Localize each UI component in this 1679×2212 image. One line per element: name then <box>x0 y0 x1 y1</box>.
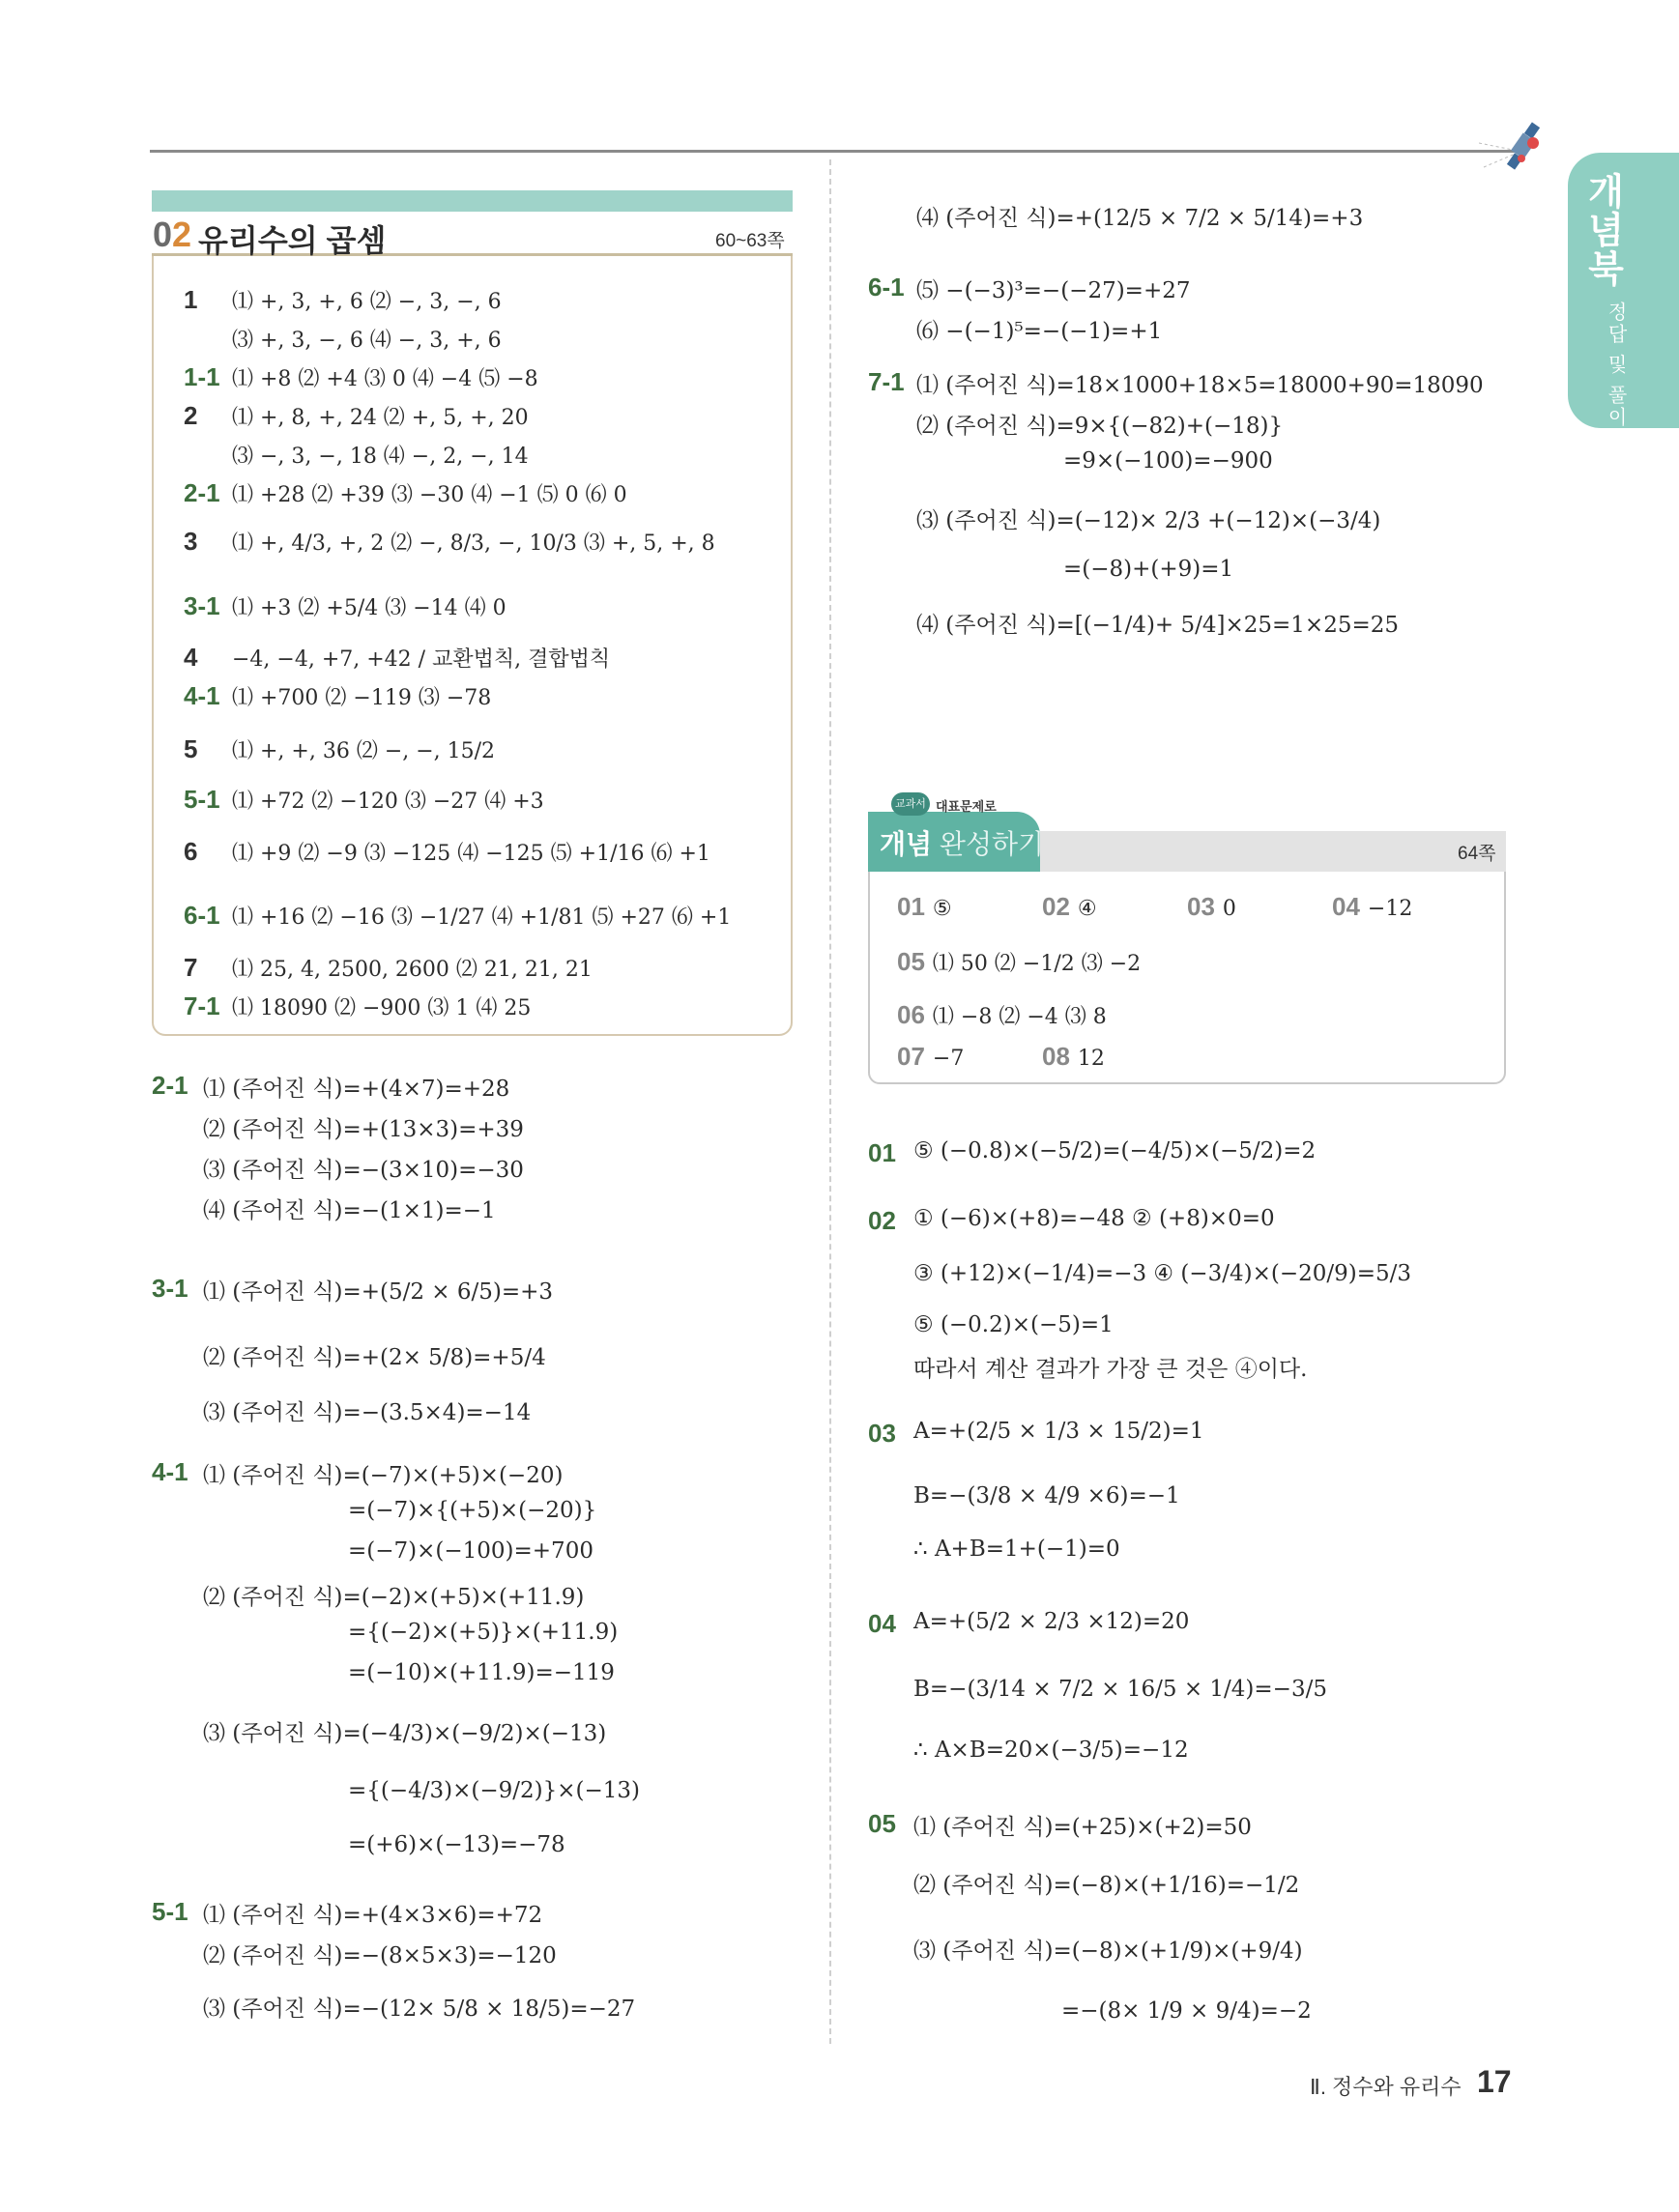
answer-text: ⑴ 25, 4, 2500, 2600 ⑵ 21, 21, 21 <box>232 958 593 982</box>
solution-line: =(−7)×(−100)=+700 <box>348 1538 593 1564</box>
concept-answer-number: 06 <box>897 1000 925 1029</box>
solution-line: 따라서 계산 결과가 가장 큰 것은 ④이다. <box>913 1357 1308 1382</box>
solution-line: =(−10)×(+11.9)=−119 <box>348 1660 615 1685</box>
answer-text: ⑴ +28 ⑵ +39 ⑶ −30 ⑷ −1 ⑸ 0 ⑹ 0 <box>232 483 627 507</box>
solution-line: ⑵ (주어진 식)=(−8)×(+1/16)=−1/2 <box>913 1873 1300 1898</box>
concept-answer-number: 05 <box>897 947 925 976</box>
concept-title: 개념 완성하기 <box>880 829 1045 859</box>
solution-line: ⑵ (주어진 식)=9×{(−82)+(−18)} <box>916 414 1284 439</box>
solution-line: ={(−2)×(+5)}×(+11.9) <box>348 1620 619 1645</box>
solution-line: ⑴ (주어진 식)=18×1000+18×5=18000+90=18090 <box>916 373 1484 398</box>
answer-number: 5-1 <box>184 785 220 814</box>
solution-line: ∴ A+B=1+(−1)=0 <box>913 1537 1120 1562</box>
concept-answer-number: 03 <box>1187 892 1215 921</box>
solution-line: ⑹ −(−1)⁵=−(−1)=+1 <box>916 319 1163 344</box>
section-number: 02 <box>153 215 192 254</box>
header-rule <box>150 150 1522 153</box>
concept-answer <box>897 1042 964 1072</box>
concept-answer <box>897 947 1141 977</box>
solution-line: ⑶ (주어진 식)=−(12× 5/8 × 18/5)=−27 <box>203 1997 636 2022</box>
concept-answer <box>1332 892 1412 922</box>
answer-text: ⑴ +, 3, +, 6 ⑵ −, 3, −, 6 <box>232 290 502 314</box>
solution-line: A=+(5/2 × 2/3 ×12)=20 <box>913 1609 1190 1634</box>
answer-text: ⑶ −, 3, −, 18 ⑷ −, 2, −, 14 <box>232 445 529 469</box>
solution-line: ⑵ (주어진 식)=+(2× 5/8)=+5/4 <box>203 1345 546 1370</box>
solution-number: 04 <box>868 1609 896 1638</box>
solution-number: 01 <box>868 1138 896 1167</box>
solution-number: 5-1 <box>152 1897 188 1926</box>
satellite-icon <box>1479 114 1556 182</box>
solution-line: ⑶ (주어진 식)=−(3×10)=−30 <box>203 1158 524 1183</box>
concept-answer-text: −12 <box>1367 897 1413 921</box>
concept-answer <box>1042 892 1097 922</box>
concept-answer-text: −7 <box>932 1047 965 1071</box>
solution-line: ⑸ −(−3)³=−(−27)=+27 <box>916 278 1191 303</box>
answer-number: 6-1 <box>184 901 220 930</box>
answer-text: ⑴ +, 8, +, 24 ⑵ +, 5, +, 20 <box>232 406 529 430</box>
concept-answer-text: ⑴ 50 ⑵ −1/2 ⑶ −2 <box>932 952 1142 976</box>
answer-row <box>184 440 529 470</box>
answer-text: ⑴ +9 ⑵ −9 ⑶ −125 ⑷ −125 ⑸ +1/16 ⑹ +1 <box>232 842 710 866</box>
solution-line: ⑤ (−0.8)×(−5/2)=(−4/5)×(−5/2)=2 <box>913 1138 1317 1163</box>
solution-line: ⑵ (주어진 식)=+(13×3)=+39 <box>203 1117 524 1142</box>
answer-row <box>184 591 507 621</box>
solution-line: ⑶ (주어진 식)=(−4/3)×(−9/2)×(−13) <box>203 1721 607 1746</box>
solution-number: 05 <box>868 1809 896 1838</box>
solution-number: 02 <box>868 1206 896 1235</box>
solution-number: 4-1 <box>152 1457 188 1486</box>
answer-text: ⑴ +8 ⑵ +4 ⑶ 0 ⑷ −4 ⑸ −8 <box>232 367 538 391</box>
answer-row <box>184 991 531 1021</box>
solution-line: ={(−4/3)×(−9/2)}×(−13) <box>348 1778 641 1803</box>
solution-line: ⑤ (−0.2)×(−5)=1 <box>913 1312 1114 1337</box>
answer-number: 1-1 <box>184 362 220 391</box>
solution-line: =(−7)×{(+5)×(−20)} <box>348 1498 597 1523</box>
answer-row <box>184 785 544 815</box>
concept-pages: 64쪽 <box>1458 844 1496 864</box>
solution-number: 6-1 <box>868 273 905 302</box>
concept-answer <box>897 1000 1107 1030</box>
solution-number: 7-1 <box>868 367 905 396</box>
concept-answer-number: 01 <box>897 892 925 921</box>
solution-line: =(−8)+(+9)=1 <box>1063 557 1234 582</box>
answer-number: 4 <box>184 643 198 672</box>
answer-row <box>184 643 610 673</box>
footer-chapter: Ⅱ. 정수와 유리수 <box>1310 2075 1462 2099</box>
concept-badge: 교과서 <box>891 792 930 816</box>
answer-box-band <box>152 190 793 212</box>
solution-line: ⑷ (주어진 식)=+(12/5 × 7/2 × 5/14)=+3 <box>916 206 1364 231</box>
solution-line: ⑶ (주어진 식)=−(3.5×4)=−14 <box>203 1400 532 1425</box>
column-divider <box>829 159 831 2044</box>
answer-number: 1 <box>184 285 198 314</box>
solution-line: ⑷ (주어진 식)=[(−1/4)+ 5/4]×25=1×25=25 <box>916 613 1400 638</box>
section-pages: 60~63쪽 <box>715 231 785 251</box>
concept-answer-number: 07 <box>897 1042 925 1071</box>
side-tab-subtitle: 정답 및 풀이 <box>1605 302 1626 430</box>
answer-row <box>184 478 627 508</box>
solution-line: ⑵ (주어진 식)=(−2)×(+5)×(+11.9) <box>203 1585 585 1610</box>
concept-answer <box>897 892 952 922</box>
answer-row <box>184 837 710 867</box>
answer-text: ⑴ +, 4/3, +, 2 ⑵ −, 8/3, −, 10/3 ⑶ +, 5, +, 8 <box>232 531 715 556</box>
answer-number: 6 <box>184 837 198 866</box>
concept-answer-number: 02 <box>1042 892 1070 921</box>
solution-line: =(+6)×(−13)=−78 <box>348 1832 565 1857</box>
page-number: 17 <box>1477 2064 1512 2099</box>
solution-line: ⑶ (주어진 식)=(−8)×(+1/9)×(+9/4) <box>913 1939 1303 1964</box>
answer-row <box>184 324 502 354</box>
solution-number: 3-1 <box>152 1274 188 1303</box>
answer-row <box>184 285 502 315</box>
concept-answer-number: 04 <box>1332 892 1360 921</box>
concept-answer <box>1187 892 1236 922</box>
answer-text: ⑴ 18090 ⑵ −900 ⑶ 1 ⑷ 25 <box>232 996 532 1020</box>
concept-answer-number: 08 <box>1042 1042 1070 1071</box>
solution-number: 2-1 <box>152 1071 188 1100</box>
solution-line: ⑴ (주어진 식)=+(5/2 × 6/5)=+3 <box>203 1279 554 1305</box>
solution-line: =−(8× 1/9 × 9/4)=−2 <box>1061 1998 1312 2024</box>
solution-line: B=−(3/8 × 4/9 ×6)=−1 <box>913 1483 1180 1508</box>
answer-row <box>184 681 491 711</box>
section-title: 유리수의 곱셈 <box>198 223 387 258</box>
solution-line: ⑴ (주어진 식)=+(4×3×6)=+72 <box>203 1903 543 1928</box>
answer-text: ⑴ +700 ⑵ −119 ⑶ −78 <box>232 686 492 710</box>
answer-number: 3 <box>184 527 198 556</box>
answer-text: ⑴ +, +, 36 ⑵ −, −, 15/2 <box>232 739 496 763</box>
answer-row <box>184 734 495 764</box>
solution-line: =9×(−100)=−900 <box>1063 448 1273 474</box>
answer-row <box>184 401 529 431</box>
answer-text: ⑴ +3 ⑵ +5/4 ⑶ −14 ⑷ 0 <box>232 596 507 620</box>
solution-line: ⑴ (주어진 식)=(+25)×(+2)=50 <box>913 1815 1252 1840</box>
answer-text: ⑴ +16 ⑵ −16 ⑶ −1/27 ⑷ +1/81 ⑸ +27 ⑹ +1 <box>232 905 732 930</box>
solution-line: ⑶ (주어진 식)=(−12)× 2/3 +(−12)×(−3/4) <box>916 508 1381 533</box>
answer-number: 7 <box>184 953 198 982</box>
concept-answer-text: 12 <box>1077 1047 1105 1071</box>
answer-text: ⑶ +, 3, −, 6 ⑷ −, 3, +, 6 <box>232 329 502 353</box>
answer-text: −4, −4, +7, +42 / 교환법칙, 결합법칙 <box>232 647 611 672</box>
answer-number: 7-1 <box>184 991 220 1020</box>
answer-number: 4-1 <box>184 681 220 710</box>
concept-answer-text: 0 <box>1222 897 1236 921</box>
concept-answer-text: ④ <box>1077 897 1097 921</box>
answer-text: ⑴ +72 ⑵ −120 ⑶ −27 ⑷ +3 <box>232 790 544 814</box>
concept-answer-text: ⑤ <box>932 897 952 921</box>
answer-row <box>184 953 593 983</box>
answer-number: 3-1 <box>184 591 220 620</box>
concept-answer-text: ⑴ −8 ⑵ −4 ⑶ 8 <box>932 1005 1107 1029</box>
solution-line: ⑵ (주어진 식)=−(8×5×3)=−120 <box>203 1943 557 1968</box>
concept-badge-label: 대표문제로 <box>936 799 997 814</box>
solution-line: ⑴ (주어진 식)=(−7)×(+5)×(−20) <box>203 1463 564 1488</box>
solution-line: ③ (+12)×(−1/4)=−3 ④ (−3/4)×(−20/9)=5/3 <box>913 1261 1411 1286</box>
solution-line: ⑴ (주어진 식)=+(4×7)=+28 <box>203 1077 510 1102</box>
solution-line: ① (−6)×(+8)=−48 ② (+8)×0=0 <box>913 1206 1275 1231</box>
solution-line: A=+(2/5 × 1/3 × 15/2)=1 <box>913 1419 1204 1444</box>
solution-line: ⑷ (주어진 식)=−(1×1)=−1 <box>203 1198 496 1223</box>
answer-number: 5 <box>184 734 198 763</box>
concept-answer <box>1042 1042 1105 1072</box>
answer-row <box>184 362 538 392</box>
side-tab-title: 개념북 <box>1581 172 1622 288</box>
answer-number: 2 <box>184 401 198 430</box>
answer-row <box>184 527 715 557</box>
answer-number: 2-1 <box>184 478 220 507</box>
solution-line: B=−(3/14 × 7/2 × 16/5 × 1/4)=−3/5 <box>913 1677 1327 1702</box>
solution-number: 03 <box>868 1419 896 1448</box>
answer-row <box>184 901 731 931</box>
solution-line: ∴ A×B=20×(−3/5)=−12 <box>913 1738 1189 1763</box>
